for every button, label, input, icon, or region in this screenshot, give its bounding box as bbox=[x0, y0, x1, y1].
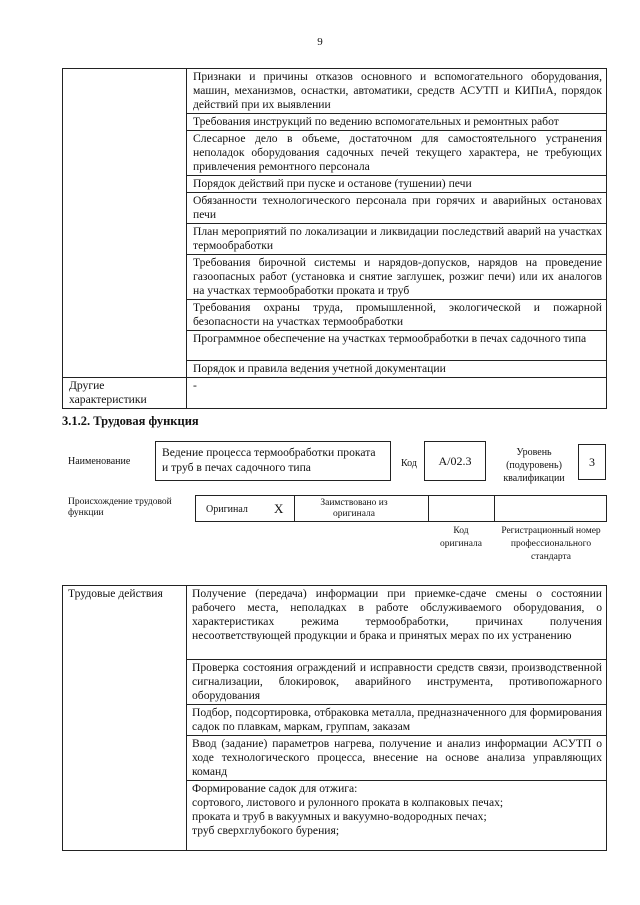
borrowed-label: Заимствовано из оригинала bbox=[320, 498, 388, 519]
knowledge-item: План мероприятий по локализации и ликвидации последствий аварий на участках термообработки bbox=[187, 224, 607, 255]
knowledge-item: Обязанности технологического персонала при горячих и аварийных остановах печи bbox=[187, 193, 607, 224]
code-box bbox=[424, 441, 486, 481]
knowledge-item: Признаки и причины отказов основного и вспомогательного оборудования, машин, механизмов, оснастки, автоматики, средств АСУТП и КИПиА, порядок действий при их выявлении bbox=[187, 69, 607, 114]
divider bbox=[428, 496, 429, 521]
level-value: 3 bbox=[589, 454, 595, 469]
function-name: Ведение процесса термообработки проката и труб в печах садочного типа bbox=[162, 446, 376, 474]
name-label: Наименование bbox=[68, 456, 131, 467]
section-heading: 3.1.2. Трудовая функция bbox=[62, 414, 199, 428]
original-mark: X bbox=[274, 501, 284, 516]
registration-number-caption: Регистрационный номер профессионального стандарта bbox=[501, 526, 601, 562]
knowledge-item: Порядок действий при пуске и останове (тушении) печи bbox=[187, 176, 607, 193]
labor-action-line: Формирование садок для отжига: bbox=[192, 782, 358, 795]
labor-action-line: сортового, листового и рулонного проката в колпаковых печах; bbox=[192, 796, 504, 809]
divider bbox=[494, 496, 495, 521]
code-original-caption: Код оригинала bbox=[440, 526, 482, 549]
labor-action-item-multiline bbox=[187, 781, 607, 851]
labor-actions-label: Трудовые действия bbox=[63, 586, 187, 851]
origin-label: Происхождение трудовой функции bbox=[68, 497, 172, 518]
divider bbox=[294, 496, 295, 521]
labor-actions-table bbox=[62, 585, 607, 851]
page-number: 9 bbox=[317, 36, 323, 48]
knowledge-item: Требования бирочной системы и нарядов-допусков, нарядов на проведение газоопасных работ (установка и снятие заглушек, розжиг печи) или их аналогов на участках термообработки проката и труб bbox=[187, 255, 607, 300]
labor-action-item: Ввод (задание) параметров нагрева, получение и анализ информации АСУТП о ходе технологического процесса, внесение на основе анализа управляющих команд bbox=[187, 736, 607, 781]
knowledge-item: Требования охраны труда, промышленной, экологической и пожарной безопасности на участках термообработки bbox=[187, 300, 607, 331]
labor-action-line: труб сверхглубокого бурения; bbox=[192, 824, 340, 837]
original-label: Оригинал bbox=[206, 504, 248, 515]
empty-label-cell bbox=[63, 69, 187, 378]
other-characteristics-label: Другие характеристики bbox=[63, 378, 187, 409]
knowledge-item: Порядок и правила ведения учетной документации bbox=[187, 361, 607, 378]
knowledge-item: Программное обеспечение на участках термообработки в печах садочного типа bbox=[187, 331, 607, 361]
labor-action-item: Подбор, подсортировка, отбраковка металла, предназначенного для формирования садок по плавкам, маркам, группам, заказам bbox=[187, 705, 607, 736]
labor-action-line: проката и труб в вакуумных и вакуумно-водородных печах; bbox=[192, 810, 487, 823]
level-label: Уровень (подуровень) квалификации bbox=[503, 447, 565, 484]
code-label: Код bbox=[401, 458, 417, 469]
labor-action-item: Проверка состояния ограждений и исправности средств связи, производственной сигнализации, блокировок, аварийного инструмента, противопожарного оборудования bbox=[187, 660, 607, 705]
knowledge-table bbox=[62, 68, 607, 409]
level-box bbox=[578, 444, 606, 480]
function-name-box bbox=[155, 441, 391, 481]
knowledge-item: Требования инструкций по ведению вспомогательных и ремонтных работ bbox=[187, 114, 607, 131]
knowledge-item: Слесарное дело в объеме, достаточном для самостоятельного устранения неполадок оборудования садочных печей текущего характера, не требующих привлечения ремонтного персонала bbox=[187, 131, 607, 176]
labor-action-item: Получение (передача) информации при приемке-сдаче смены о состоянии рабочего места, неполадках в работе обслуживаемого оборудования, о характеристиках режима термообработки, причинах получения несоответствующей продукции и брака и принятых мерах по их устранению bbox=[187, 586, 607, 660]
code-value: A/02.3 bbox=[438, 453, 472, 468]
origin-row bbox=[195, 495, 607, 522]
other-characteristics-value: - bbox=[187, 378, 607, 409]
